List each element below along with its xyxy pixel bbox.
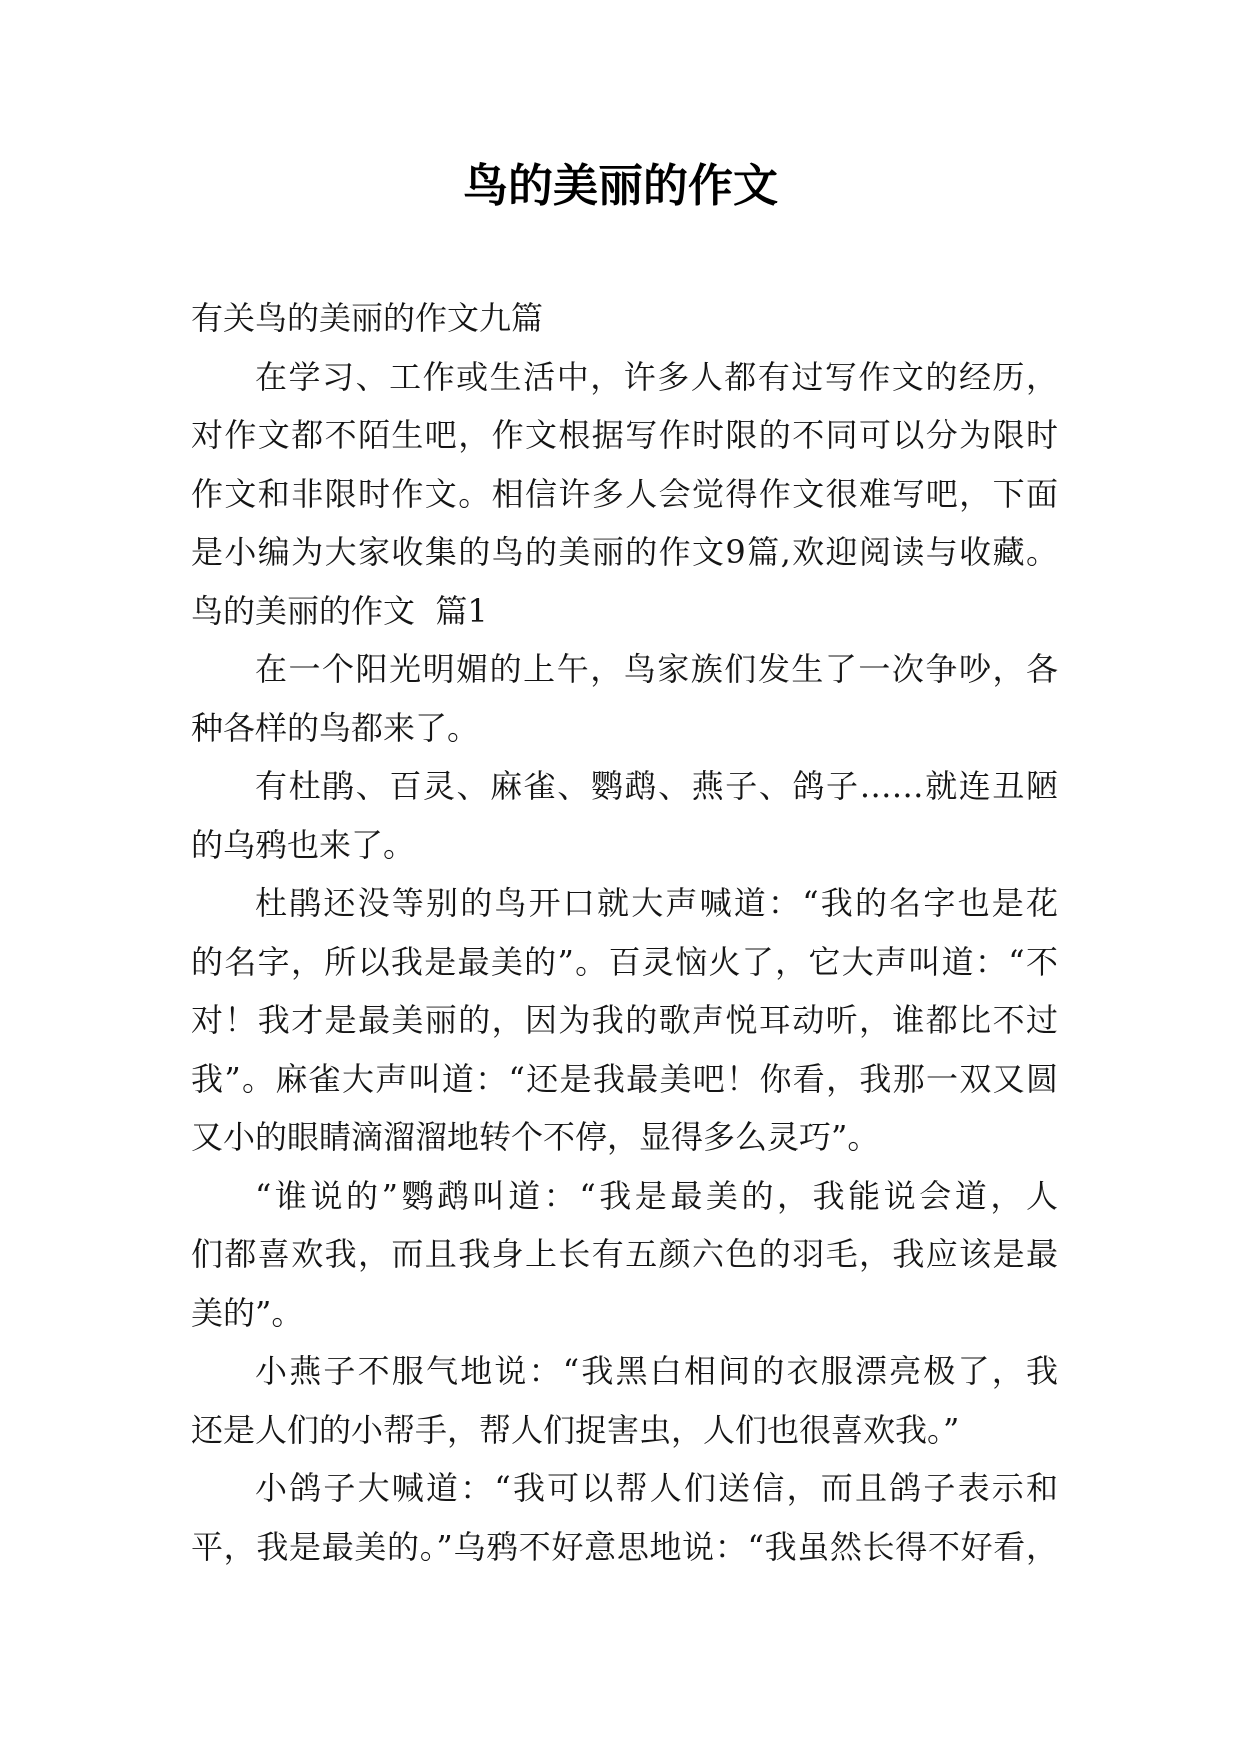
text-line: 在一个阳光明媚的上午，鸟家族们发生了一次争吵，各	[255, 650, 1058, 688]
text-line: 有杜鹃、百灵、麻雀、鹦鹉、燕子、鸽子……就连丑陋	[255, 767, 1058, 805]
text-line: 杜鹃还没等别的鸟开口就大声喊道：“我的名字也是花	[255, 884, 1058, 922]
intro-paragraph	[191, 348, 1058, 582]
text-line: 是小编为大家收集的鸟的美丽的作文9篇,欢迎阅读与收藏。	[191, 533, 1058, 571]
text-line: 作文和非限时作文。相信许多人会觉得作文很难写吧，下面	[191, 474, 1058, 513]
paragraph	[191, 640, 1058, 757]
section-heading: 鸟的美丽的作文 篇1	[191, 591, 488, 630]
text-line: 还是人们的小帮手，帮人们捉害虫，人们也很喜欢我。”	[191, 1410, 960, 1449]
text-line: 对！我才是最美丽的，因为我的歌声悦耳动听，谁都比不过	[191, 1001, 1058, 1039]
document-title: 鸟的美丽的作文	[462, 159, 778, 212]
paragraph	[191, 1459, 1058, 1576]
text-line: 又小的眼睛滴溜溜地转个不停，显得多么灵巧”。	[191, 1118, 880, 1156]
paragraph	[191, 1167, 1058, 1343]
document-body	[191, 289, 1058, 1576]
text-line: 我”。麻雀大声叫道：“还是我最美吧！你看，我那一双又圆	[191, 1059, 1058, 1098]
text-line: 小鸽子大喊道：“我可以帮人们送信，而且鸽子表示和	[255, 1469, 1058, 1507]
text-line: 在学习、工作或生活中，许多人都有过写作文的经历，	[255, 357, 1058, 396]
text-line: 平，我是最美的。”乌鸦不好意思地说：“我虽然长得不好看，	[191, 1527, 1058, 1566]
paragraph	[191, 874, 1058, 1167]
text-line: 小燕子不服气地说：“我黑白相间的衣服漂亮极了，我	[255, 1352, 1058, 1390]
paragraph	[191, 1342, 1058, 1459]
text-line: “谁说的”鹦鹉叫道：“我是最美的，我能说会道，人	[255, 1176, 1058, 1215]
text-line: 的名字，所以我是最美的”。百灵恼火了，它大声叫道：“不	[191, 942, 1058, 981]
text-line: 种各样的鸟都来了。	[191, 708, 480, 747]
text-line: 对作文都不陌生吧，作文根据写作时限的不同可以分为限时	[191, 416, 1058, 454]
paragraph	[191, 757, 1058, 874]
text-line: 美的”。	[191, 1293, 304, 1332]
subtitle: 有关鸟的美丽的作文九篇	[191, 299, 544, 337]
text-line: 的乌鸦也来了。	[191, 825, 416, 864]
text-line: 们都喜欢我，而且我身上长有五颜六色的羽毛，我应该是最	[191, 1235, 1058, 1273]
